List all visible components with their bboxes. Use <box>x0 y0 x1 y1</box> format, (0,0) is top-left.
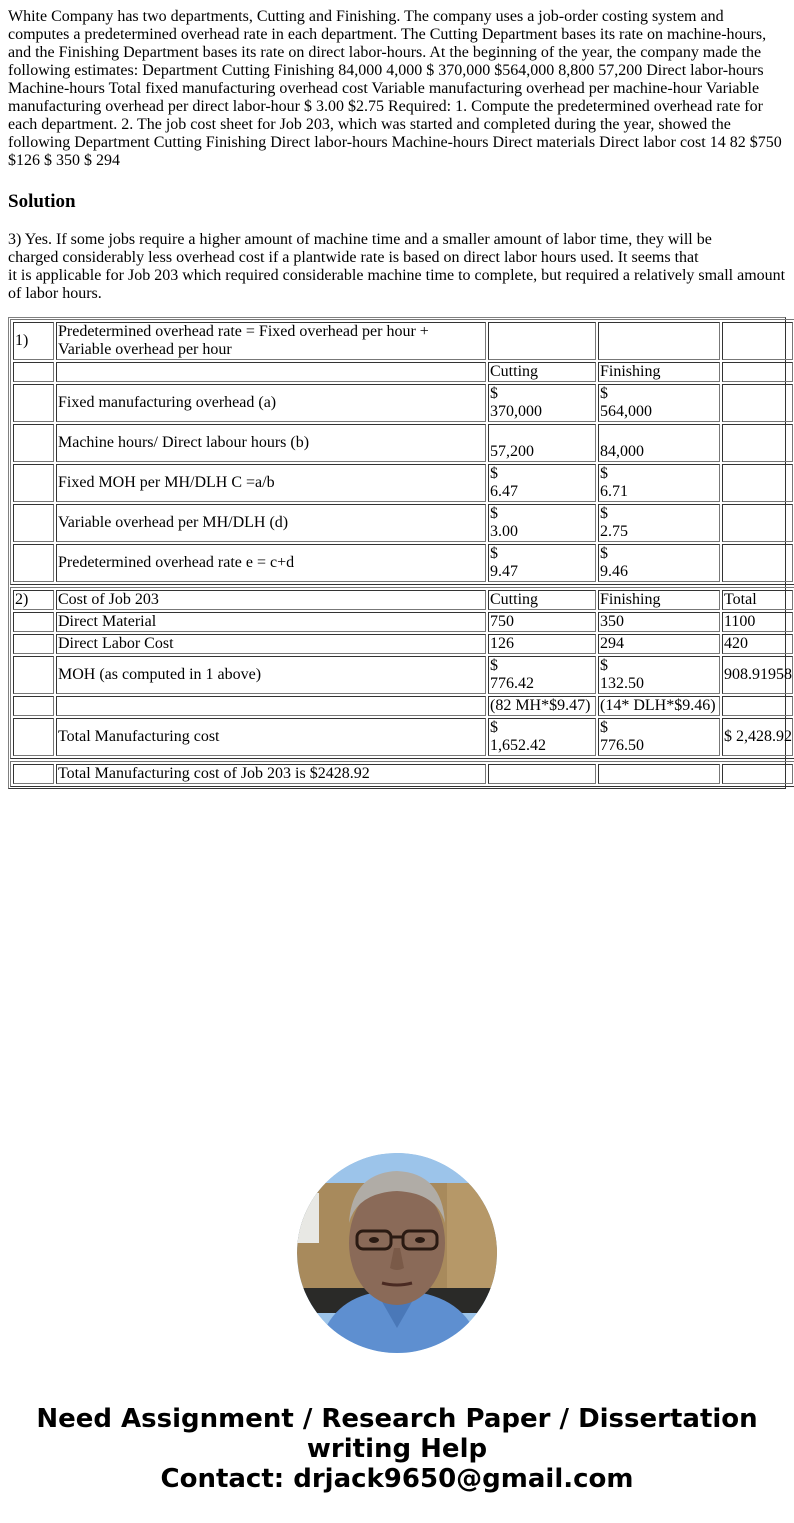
cutting-value: $ 370,000 <box>488 384 596 422</box>
table-row <box>13 764 793 784</box>
table-header-row <box>13 362 793 382</box>
empty-cell <box>722 362 793 382</box>
table-row <box>13 612 793 632</box>
question-text: White Company has two departments, Cutting and Finishing. The company uses a job-order costing system and computes a predetermined overhead rate in each department. The Cutting Department bases its rate on machine-hours, and the Finishing Department bases its rate on direct labor-hours. At the beginning of the year, the company made the following estimates: Department Cutting Finishing 84,000 4,000 $ 370,000 $564,000 8,800 57,200 Direct labor-hours Machine-hours Total fixed manufacturing overhead cost Variable manufacturing overhead per machine-hour Variable manufacturing overhead per direct labor-hour $ 3.00 $2.75 Required: 1. Compute the predetermined overhead rate for each department. 2. The job cost sheet for Job 203, which was started and completed during the year, showed the following Department Cutting Finishing Direct labor-hours Machine-hours Direct materials Direct labor cost 14 82 $750 $126 $ 350 $ 294 <box>8 8 782 169</box>
conclusion-text: Total Manufacturing cost of Job 203 is $2428.92 <box>56 764 486 784</box>
header-cutting: Cutting <box>488 590 596 610</box>
cutting-value: 750 <box>488 612 596 632</box>
profile-photo-icon <box>297 1153 497 1353</box>
row-label: Direct Material <box>56 612 486 632</box>
finishing-value: $ 2.75 <box>598 504 720 542</box>
empty-cell <box>13 612 54 632</box>
cutting-value: $ 776.42 <box>488 656 596 694</box>
empty-cell <box>13 656 54 694</box>
empty-cell <box>722 322 793 360</box>
empty-cell <box>722 424 793 462</box>
finishing-value: $ 564,000 <box>598 384 720 422</box>
empty-cell <box>56 362 486 382</box>
empty-cell <box>13 464 54 502</box>
finishing-value: 350 <box>598 612 720 632</box>
cutting-value: $ 3.00 <box>488 504 596 542</box>
empty-cell <box>13 764 54 784</box>
empty-cell <box>13 634 54 654</box>
finishing-note: (14* DLH*$9.46) <box>598 696 720 716</box>
header-finishing: Finishing <box>598 590 720 610</box>
table-header-row <box>13 590 793 610</box>
row-label: Total Manufacturing cost <box>56 718 486 756</box>
section-number: 1) <box>13 322 54 360</box>
cutting-note: (82 MH*$9.47) <box>488 696 596 716</box>
empty-cell <box>598 764 720 784</box>
finishing-value: $ 132.50 <box>598 656 720 694</box>
finishing-value: $ 6.71 <box>598 464 720 502</box>
row-label: Direct Labor Cost <box>56 634 486 654</box>
empty-cell <box>722 764 793 784</box>
empty-cell <box>722 544 793 582</box>
total-value: $ 2,428.92 <box>722 718 793 756</box>
solution-heading: Solution <box>8 191 76 212</box>
banner-line: Need Assignment / Research Paper / Dissertation <box>36 1404 758 1434</box>
total-value: 1100 <box>722 612 793 632</box>
job-cost-table <box>10 587 794 759</box>
row-label: Fixed MOH per MH/DLH C =a/b <box>56 464 486 502</box>
row-label: Predetermined overhead rate e = c+d <box>56 544 486 582</box>
total-value: 420 <box>722 634 793 654</box>
empty-cell <box>13 384 54 422</box>
finishing-value: 294 <box>598 634 720 654</box>
overhead-rate-table <box>10 319 794 585</box>
conclusion-table <box>10 761 794 787</box>
cutting-value: $ 9.47 <box>488 544 596 582</box>
empty-cell <box>13 504 54 542</box>
banner-line: writing Help <box>306 1434 488 1464</box>
answer-3-line: charged considerably less overhead cost if a plantwide rate is based on direct labor hours used. It seems that <box>8 249 699 266</box>
table-row <box>13 504 793 542</box>
table-row <box>13 696 793 716</box>
table-row <box>13 718 793 756</box>
empty-cell <box>13 424 54 462</box>
answer-3-line: of labor hours. <box>8 285 102 302</box>
total-value: 908.91958 <box>722 656 793 694</box>
row-label: Machine hours/ Direct labour hours (b) <box>56 424 486 462</box>
empty-cell <box>56 696 486 716</box>
finishing-value: $ 776.50 <box>598 718 720 756</box>
row-label: Variable overhead per MH/DLH (d) <box>56 504 486 542</box>
empty-cell <box>13 544 54 582</box>
table-row <box>13 544 793 582</box>
header-finishing: Finishing <box>598 362 720 382</box>
table-row <box>13 424 793 462</box>
header-total: Total <box>722 590 793 610</box>
table-row <box>13 464 793 502</box>
empty-cell <box>722 384 793 422</box>
finishing-value: 84,000 <box>598 424 720 462</box>
empty-cell <box>13 718 54 756</box>
answer-3-line: 3) Yes. If some jobs require a higher amount of machine time and a smaller amount of labor time, they will be <box>8 231 712 248</box>
section-title: Cost of Job 203 <box>56 590 486 610</box>
contact-banner <box>0 1404 794 1494</box>
empty-cell <box>488 322 596 360</box>
finishing-value: $ 9.46 <box>598 544 720 582</box>
table-row <box>13 384 793 422</box>
cutting-value: 57,200 <box>488 424 596 462</box>
empty-cell <box>488 764 596 784</box>
table-row <box>13 634 793 654</box>
solution-table <box>8 317 792 789</box>
section-number: 2) <box>13 590 54 610</box>
empty-cell <box>13 362 54 382</box>
table-row <box>13 656 793 694</box>
answer-3-line: it is applicable for Job 203 which required considerable machine time to complete, but required a relatively small amount <box>8 267 786 284</box>
avatar <box>297 1153 497 1353</box>
empty-cell <box>722 464 793 502</box>
cutting-value: $ 1,652.42 <box>488 718 596 756</box>
empty-cell <box>722 696 793 716</box>
empty-cell <box>722 504 793 542</box>
empty-cell <box>13 696 54 716</box>
formula-title: Predetermined overhead rate = Fixed overhead per hour + Variable overhead per hour <box>56 322 486 360</box>
table-row <box>13 322 793 360</box>
row-label: Fixed manufacturing overhead (a) <box>56 384 486 422</box>
row-label: MOH (as computed in 1 above) <box>56 656 486 694</box>
contact-email: Contact: drjack9650@gmail.com <box>160 1464 634 1494</box>
cutting-value: 126 <box>488 634 596 654</box>
cutting-value: $ 6.47 <box>488 464 596 502</box>
empty-cell <box>598 322 720 360</box>
header-cutting: Cutting <box>488 362 596 382</box>
answer-3 <box>8 231 786 303</box>
